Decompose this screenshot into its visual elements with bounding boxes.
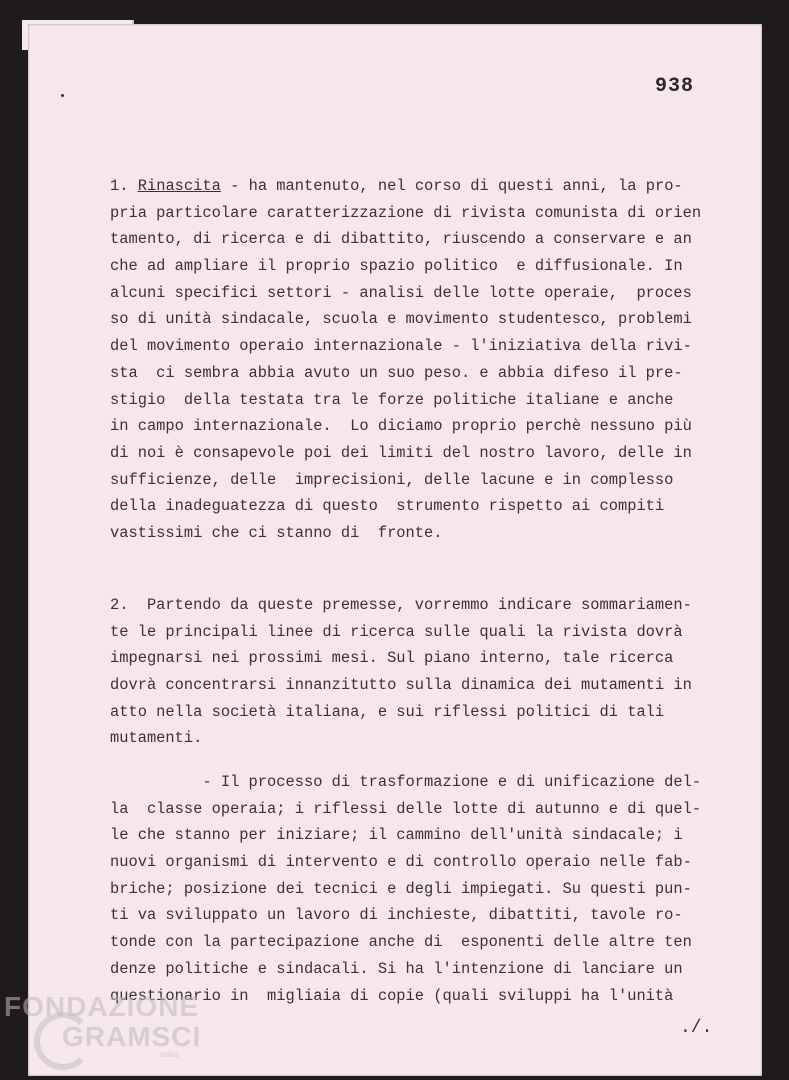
continuation-mark: ./. xyxy=(680,1018,713,1038)
paragraph-1-line: del movimento operaio internazionale - l'iniziativa della rivi- xyxy=(110,337,692,356)
paragraph-1-line: alcuni specifici settori - analisi delle lotte operaie, proces xyxy=(110,283,692,302)
paragraph-3-line: questionario in migliaia di copie (quali sviluppi ha l'unità xyxy=(110,986,674,1005)
paragraph-1-line: so di unità sindacale, scuola e movimento studentesco, problemi xyxy=(110,310,692,329)
paragraph-3-line: - Il processo di trasformazione e di unificazione del- xyxy=(110,773,702,791)
paragraph-3-line: le che stanno per iniziare; il cammino dell'unità sindacale; i xyxy=(110,826,683,845)
paragraph-2-line: atto nella società italiana, e sui riflessi politici di tali xyxy=(110,702,665,721)
paragraph-1-line: della inadeguatezza di questo strumento rispetto ai compiti xyxy=(110,497,665,516)
watermark-line-2: GRAMSCI xyxy=(62,1021,202,1052)
paragraph-2-line: dovrà concentrarsi innanzitutto sulla dinamica dei mutamenti in xyxy=(110,676,692,695)
paragraph-1-number: 1. xyxy=(110,177,129,195)
paragraph-1-line: di noi è consapevole poi dei limiti del nostro lavoro, delle in xyxy=(110,443,692,462)
paragraph-1-line: pria particolare caratterizzazione di rivista comunista di orien xyxy=(110,203,702,222)
paragraph-3-line: briche; posizione dei tecnici e degli impiegati. Su questi pun- xyxy=(110,879,692,898)
paragraph-1-title: Rinascita xyxy=(137,177,221,195)
paragraph-3-line: ti va sviluppato un lavoro di inchieste, dibattiti, tavole ro- xyxy=(110,906,683,925)
paragraph-1 xyxy=(110,173,750,547)
paragraph-1-line: sta ci sembra abbia avuto un suo peso. e abbia difeso il pre- xyxy=(110,363,683,382)
paragraph-1-line: che ad ampliare il proprio spazio politico e diffusionale. In xyxy=(110,257,683,276)
paragraph-2-line: 2. Partendo da queste premesse, vorremmo indicare sommariamen- xyxy=(110,596,692,614)
paragraph-1-line: sufficienze, delle imprecisioni, delle lacune e in complesso xyxy=(110,470,674,489)
paragraph-2 xyxy=(110,592,750,752)
paragraph-1-dash: - xyxy=(220,177,249,195)
paragraph-3-line: tonde con la partecipazione anche di esponenti delle altre ten xyxy=(110,933,692,952)
page-number: 938 xyxy=(655,75,695,98)
watermark-line-1: FONDAZIONE xyxy=(4,991,200,1022)
paragraph-1-line: stigio della testata tra le forze politiche italiane e anche xyxy=(110,390,674,409)
watermark-sub: onlus xyxy=(160,1050,180,1059)
paragraph-1-line: tamento, di ricerca e di dibattito, riuscendo a conservare e an xyxy=(110,230,692,249)
paragraph-3-line: la classe operaia; i riflessi delle lotte di autunno e di quel- xyxy=(110,799,702,818)
paragraph-3-line: nuovi organismi di intervento e di controllo operaio nelle fab- xyxy=(110,853,692,872)
stray-ink-dot xyxy=(61,94,64,97)
paragraph-3-line: denze politiche e sindacali. Si ha l'intenzione di lanciare un xyxy=(110,959,683,978)
paragraph-3 xyxy=(110,769,750,1009)
paragraph-1-line-text: ha mantenuto, nel corso di questi anni, la pro- xyxy=(248,177,683,195)
watermark xyxy=(4,992,201,1052)
paragraph-1-line: vastissimi che ci stanno di fronte. xyxy=(110,523,443,542)
paragraph-2-line: te le principali linee di ricerca sulle quali la rivista dovrà xyxy=(110,622,683,641)
paragraph-2-line: mutamenti. xyxy=(110,729,203,748)
paragraph-2-line: impegnarsi nei prossimi mesi. Sul piano interno, tale ricerca xyxy=(110,649,674,668)
paragraph-1-line: in campo internazionale. Lo diciamo proprio perchè nessuno più xyxy=(110,417,692,436)
paragraph-1-line-1 xyxy=(110,173,750,200)
